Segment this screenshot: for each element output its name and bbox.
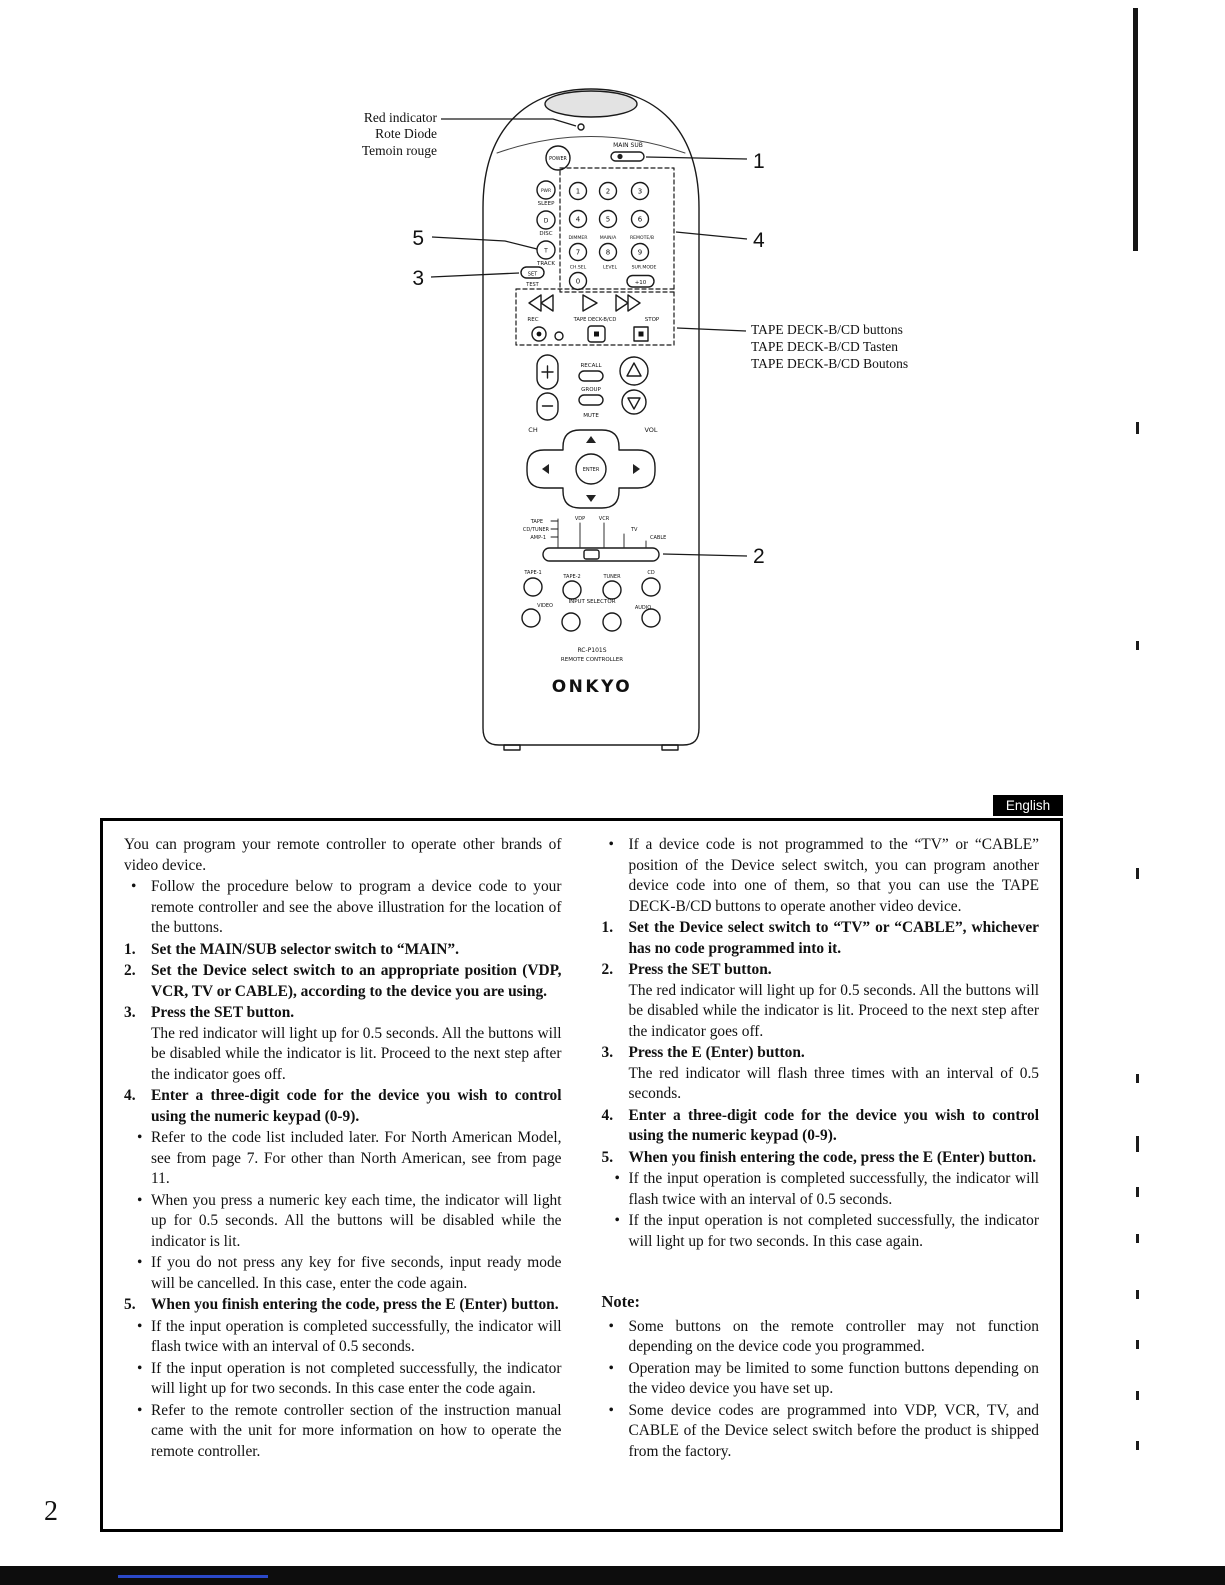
sub-bullet-text: If the input operation is completed successfully, the indicator will flash twice with an interval of 0.5 seconds.: [151, 1317, 562, 1355]
bullet-marker: •: [137, 1129, 143, 1146]
step-item: [124, 1086, 562, 1127]
step-number: 4.: [601, 1106, 614, 1124]
callout-number-5: 5: [412, 227, 424, 250]
remote-b-label: REMOTE/B: [629, 236, 655, 241]
step-body: The red indicator will flash three times with an interval of 0.5 seconds.: [628, 1064, 1039, 1102]
step-item: [602, 1148, 1040, 1169]
rec-label: REC: [527, 317, 539, 323]
bullet-marker: •: [137, 1401, 143, 1419]
note-bullet-text: Some buttons on the remote controller may not function depending on the device code you programmed.: [628, 1317, 1039, 1355]
step-item: [602, 960, 1040, 1042]
scan-artifact-tick: [1136, 1074, 1139, 1083]
sleep-label: SLEEP: [537, 201, 555, 207]
main-a-label: MAIN/A: [599, 236, 617, 241]
bullet-marker: •: [614, 1212, 620, 1229]
step-number: 2.: [601, 961, 614, 978]
step-item: [124, 1003, 562, 1085]
key-4: 4: [575, 215, 581, 224]
callout-tape-deck-de: TAPE DECK-B/CD Tasten: [751, 339, 898, 354]
scan-artifact-tick: [1136, 1187, 1139, 1197]
remote-illustration: [0, 0, 1225, 790]
callout-red-indicator-de: Rote Diode: [375, 126, 437, 141]
scan-artifact-tick: [1136, 1290, 1139, 1299]
note-bullet-item: [602, 1359, 1040, 1400]
scan-artifact-tick: [1136, 1391, 1139, 1400]
scan-artifact-tick: [1136, 1136, 1139, 1152]
sub-bullet-item: [602, 1211, 1040, 1252]
step-body: The red indicator will light up for 0.5 seconds. All the buttons will be disabled while the indicator is lit. Proceed to the next step after the indicator goes off.: [628, 981, 1039, 1040]
key-9: 9: [637, 248, 643, 257]
instruction-box: [100, 818, 1063, 1532]
step-title: Press the E (Enter) button.: [628, 1044, 805, 1061]
power-label: POWER: [549, 157, 567, 162]
step-item: [602, 918, 1040, 959]
note-heading: Note:: [601, 1292, 640, 1311]
step-title: Enter a three-digit code for the device you wish to control using the numeric keypad (0-9).: [151, 1087, 562, 1125]
step-item: [124, 940, 562, 961]
track-label: TRACK: [536, 261, 556, 267]
callout-red-indicator-fr: Temoin rouge: [361, 143, 437, 158]
scan-artifact-tick: [1136, 422, 1139, 434]
step-number: 2.: [124, 962, 136, 979]
bullet-marker: •: [614, 1170, 620, 1187]
sub-bullet-item: [124, 1128, 562, 1190]
step-title: When you finish entering the code, press the E (Enter) button.: [628, 1148, 1037, 1166]
bullet-marker: •: [131, 878, 137, 895]
scan-artifact-tick: [1136, 1441, 1139, 1450]
ch-label: CH: [528, 426, 538, 434]
page-number: 2: [44, 1496, 58, 1527]
main-sub-label: MAIN SUB: [613, 142, 643, 149]
step-number: 4.: [124, 1087, 136, 1104]
disc-label: DISC: [539, 231, 553, 237]
step-number: 1.: [601, 919, 614, 936]
sub-bullet-text: If the input operation is completed successfully, the indicator will flash twice with an interval of 0.5 seconds.: [628, 1170, 1039, 1208]
key-2: 2: [605, 187, 611, 196]
sub-bullet-text: Refer to the code list included later. For North American Model, see from page 7. For other than North American, see from page 11.: [151, 1129, 562, 1187]
sub-bullet-item: [124, 1359, 562, 1400]
scan-artifact-tick: [1136, 641, 1139, 650]
bullet-item: [124, 877, 562, 939]
sur-mode-label: SUR.MODE: [631, 265, 657, 271]
sub-bullet-item: [124, 1191, 562, 1253]
group-label: GROUP: [581, 387, 601, 393]
sub-bullet-text: When you press a numeric key each time, the indicator will light up for 0.5 seconds. All the buttons will be disabled while the indicator is lit.: [151, 1191, 562, 1250]
step-number: 3.: [601, 1044, 614, 1061]
scan-artifact-tick: [1136, 1340, 1139, 1349]
model-label: RC-P101S: [577, 647, 607, 654]
cd-label: CD: [647, 570, 655, 576]
sub-bullet-text: Refer to the remote controller section of the instruction manual came with the unit for more information on how to operate the remote controller.: [151, 1401, 562, 1460]
test-label: TEST: [526, 282, 539, 288]
bullet-text: Follow the procedure below to program a device code to your remote controller and see the above illustration for the location of the buttons.: [151, 878, 562, 936]
callout-number-4: 4: [753, 229, 765, 252]
vcr-pos-label: VCR: [598, 516, 610, 522]
language-badge: English: [993, 795, 1063, 816]
input-selector-label: INPUT SELECTOR: [568, 599, 616, 605]
bullet-marker: •: [608, 1401, 614, 1419]
callout-number-2: 2: [753, 545, 765, 568]
sub-bullet-item: [124, 1317, 562, 1358]
step-title: Set the MAIN/SUB selector switch to “MAIN”.: [151, 940, 459, 958]
key-6: 6: [637, 215, 643, 224]
tape-deck-label: TAPE DECK-B/CD: [573, 317, 617, 323]
step-title: Enter a three-digit code for the device you wish to control using the numeric keypad (0-9).: [628, 1106, 1039, 1144]
set-label: SET: [527, 271, 538, 278]
tape1-label: TAPE-1: [524, 570, 542, 576]
key-3: 3: [637, 187, 643, 196]
scan-artifact-bar: [1133, 8, 1138, 251]
scan-artifact-blue-line: [118, 1575, 268, 1578]
step-title: Set the Device select switch to “TV” or “CABLE”, whichever has no code programmed into it.: [628, 919, 1039, 957]
step-item: [602, 1043, 1040, 1105]
step-item: [602, 1106, 1040, 1147]
note-bullet-item: [602, 1317, 1040, 1358]
tv-pos-label: TV: [631, 527, 638, 533]
bullet-marker: •: [137, 1254, 143, 1271]
callout-tape-deck-fr: TAPE DECK-B/CD Boutons: [751, 356, 909, 371]
note-bullet-text: Some device codes are programmed into VDP, VCR, TV, and CABLE of the Device select switch before the product is shipped from the factory.: [628, 1401, 1039, 1460]
step-number: 1.: [124, 940, 136, 958]
step-body: The red indicator will light up for 0.5 seconds. All the buttons will be disabled while the indicator is lit. Proceed to the next step after the indicator goes off.: [151, 1024, 562, 1083]
bullet-marker: •: [137, 1317, 143, 1335]
key-7: 7: [575, 248, 581, 257]
callout-red-indicator-en: Red indicator: [363, 110, 437, 125]
sub-bullet-text: If you do not press any key for five seconds, input ready mode will be cancelled. In this case, enter the code again.: [151, 1254, 562, 1292]
callout-number-3: 3: [412, 267, 424, 290]
brand-logo: ONKYO: [551, 677, 633, 697]
step-item: [124, 961, 562, 1002]
tape-pos-label: TAPE: [530, 519, 543, 525]
tuner-label: TUNER: [603, 574, 621, 580]
sub-bullet-item: [602, 1169, 1040, 1210]
step-title: When you finish entering the code, press the E (Enter) button.: [151, 1296, 559, 1313]
bullet-text: If a device code is not programmed to the “TV” or “CABLE” position of the Device select switch, you can program another device code into one of them, so that you can use the TAPE DECK-B/CD buttons to operate another video device.: [628, 836, 1039, 915]
pwr-label: PWR: [540, 189, 552, 194]
video-label: VIDEO: [537, 603, 553, 609]
step-number: 3.: [124, 1004, 136, 1021]
callout-tape-deck-en: TAPE DECK-B/CD buttons: [751, 322, 903, 337]
tape2-label: TAPE-2: [563, 574, 581, 580]
dimmer-label: DIMMER: [568, 236, 588, 241]
bullet-marker: •: [608, 836, 614, 853]
level-label: LEVEL: [602, 265, 618, 271]
stop-label: STOP: [644, 317, 660, 323]
step-title: Set the Device select switch to an appropriate position (VDP, VCR, TV or CABLE), according to the device you are using.: [151, 962, 562, 1000]
enter-label: ENTER: [582, 467, 600, 473]
step-item: [124, 1295, 562, 1316]
key-1: 1: [575, 187, 581, 196]
cd-tuner-pos-label: CD/TUNER: [522, 527, 549, 533]
step-title: Press the SET button.: [151, 1004, 295, 1021]
step-title: Press the SET button.: [628, 961, 772, 978]
sub-bullet-item: [124, 1401, 562, 1463]
scan-artifact-tick: [1136, 1234, 1139, 1243]
audio-label: AUDIO: [634, 605, 652, 611]
callout-number-1: 1: [753, 150, 765, 173]
key-5: 5: [605, 215, 611, 224]
bullet-marker: •: [137, 1359, 143, 1377]
scan-artifact-tick: [1136, 868, 1139, 879]
sub-bullet-item: [124, 1253, 562, 1294]
bullet-marker: •: [608, 1359, 614, 1377]
model-sub-label: REMOTE CONTROLLER: [560, 657, 624, 663]
ch-sel-label: CH.SEL: [569, 265, 587, 271]
key-plus10: +10: [634, 280, 647, 286]
bullet-item: [602, 835, 1040, 917]
bullet-marker: •: [608, 1317, 614, 1335]
key-0: 0: [575, 277, 581, 286]
sub-bullet-text: If the input operation is not completed successfully, the indicator will light up for two seconds. In this case again.: [628, 1212, 1039, 1250]
t-label: T: [544, 247, 548, 255]
vdp-pos-label: VDP: [574, 516, 586, 522]
cable-pos-label: CABLE: [650, 535, 667, 541]
vol-label: VOL: [644, 426, 658, 434]
note-bullet-text: Operation may be limited to some function buttons depending on the video device you have set up.: [628, 1359, 1039, 1397]
sub-bullet-text: If the input operation is not completed successfully, the indicator will light up for two seconds. In this case enter the code again.: [151, 1359, 562, 1397]
step-number: 5.: [124, 1296, 136, 1313]
d-label: D: [543, 217, 549, 225]
intro-paragraph: You can program your remote controller to operate other brands of video device.: [124, 836, 562, 874]
key-8: 8: [605, 248, 611, 257]
left-column: [124, 835, 562, 1463]
amp-pos-label: AMP-1: [530, 535, 546, 541]
note-bullet-item: [602, 1401, 1040, 1463]
mute-label: MUTE: [583, 413, 599, 419]
step-number: 5.: [601, 1148, 614, 1166]
bullet-marker: •: [137, 1191, 143, 1209]
ir-window: [545, 91, 637, 117]
recall-label: RECALL: [580, 363, 602, 369]
right-column: [602, 835, 1040, 1463]
